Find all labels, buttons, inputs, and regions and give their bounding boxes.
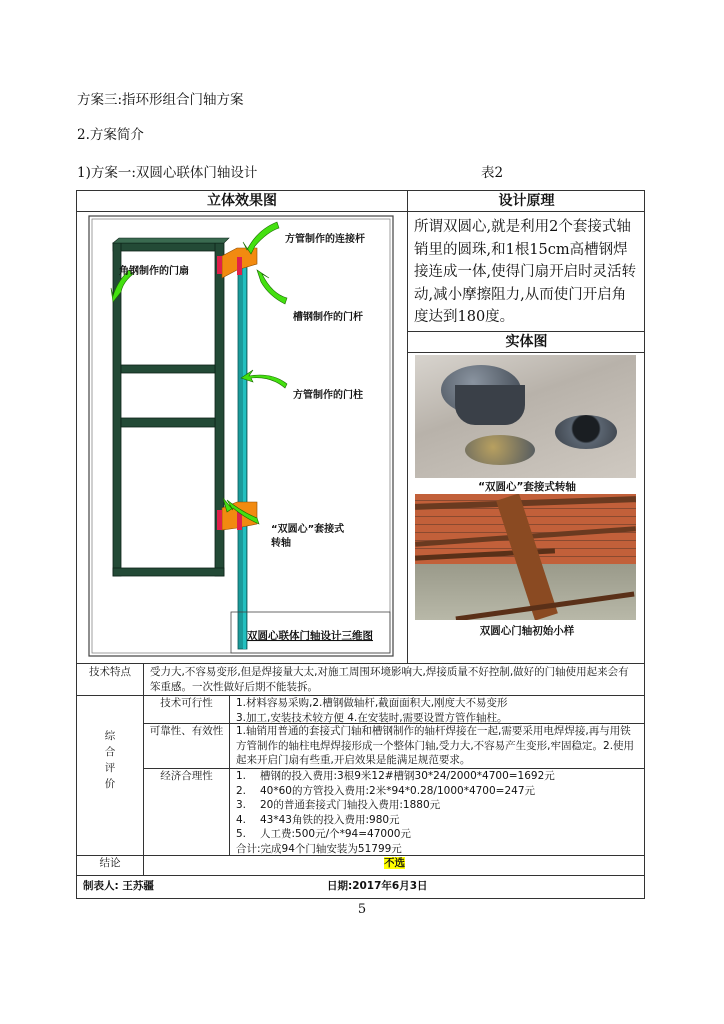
conclusion-label: 结论	[77, 855, 143, 875]
label-door-rod: 槽钢制作的门杆	[293, 312, 363, 323]
eval-technical-text	[229, 695, 645, 723]
header-photos: 实体图	[407, 331, 645, 352]
cost-item: 4. 43*43角铁的投入费用:980元	[236, 813, 400, 826]
eval-char-1: 综	[104, 730, 116, 742]
page-number: 5	[357, 902, 367, 917]
photo1-caption: “双圆心”套接式转轴	[478, 481, 576, 493]
conclusion-value: 不选	[384, 857, 405, 869]
scheme-table	[76, 190, 645, 899]
eval-char-2: 合	[104, 746, 116, 758]
technical-line-1: 1.材料容易采购,2.槽钢做轴杆,截面面积大,刚度大不易变形	[236, 697, 508, 709]
eval-char-4: 价	[104, 778, 116, 790]
maker: 制表人: 王苏疆	[83, 880, 154, 892]
evaluation-label	[77, 695, 143, 855]
cost-item: 5. 人工费:500元/个*94=47000元	[236, 828, 411, 840]
scheme-title: 方案三:指环形组合门轴方案	[77, 92, 244, 108]
eval-label-economic: 经济合理性	[143, 768, 229, 855]
table-label: 表2	[481, 165, 504, 181]
eval-char-3: 评	[104, 762, 116, 774]
cost-item: 2. 40*60的方管投入费用:2米*94*0.28/1000*4700=247元	[236, 784, 535, 797]
photo2-caption: 双圆心门轴初始小样	[479, 625, 575, 637]
diagram-cell	[77, 211, 407, 663]
photo-pivot-sample	[415, 494, 636, 620]
photo-cell	[407, 352, 645, 663]
header-design-principle: 设计原理	[407, 191, 645, 211]
cost-total: 合计:完成94个门轴安装为51799元	[236, 842, 402, 855]
label-pivot-line1: “双圆心”套接式	[271, 524, 345, 535]
conclusion-cell	[143, 855, 645, 875]
eval-reliability-text: 1.轴销用普通的套接式门轴和槽钢制作的轴杆焊接在一起,需要采用电焊焊接,再与用铁方管制作的轴柱电焊焊接形成一个整体门轴,受力大,不容易产生变形,牢固稳定。2.使用起来开启门扇有些重,开启效果是能满足规范要求。	[229, 723, 645, 768]
tech-features-text: 受力大,不容易变形,但是焊接量大太,对施工周围环境影响大,焊接质量不好控制,做好的门轴使用起来会有笨重感。一次性做好后期不能装拆。	[143, 663, 645, 695]
label-connector: 方管制作的连接杆	[285, 234, 365, 245]
eval-economic-list	[229, 768, 645, 855]
subsection-heading: 1)方案一:双圆心联体门轴设计	[77, 165, 258, 181]
eval-label-reliability: 可靠性、有效性	[143, 723, 229, 768]
label-door-post: 方管制作的门柱	[293, 390, 363, 401]
date: 日期:2017年6月3日	[327, 880, 428, 892]
label-door-leaf: 角钢制作的门扇	[119, 266, 189, 277]
eval-label-technical: 技术可行性	[143, 695, 229, 723]
cost-item: 1. 槽钢的投入费用:3根9米12#槽钢30*24/2000*4700=1692元	[236, 770, 555, 782]
cost-item: 3. 20的普通套接式门轴投入费用:1880元	[236, 799, 441, 811]
door-pivot-3d-diagram	[77, 212, 405, 662]
diagram-caption: 双圆心联体门轴设计三维图	[247, 630, 373, 642]
label-pivot-line2: 转轴	[271, 538, 291, 549]
section-heading: 2.方案简介	[77, 127, 144, 143]
design-principle-text: 所谓双圆心,就是利用2个套接式轴销里的圆珠,和1根15cm高槽钢焊接连成一体,使得门扇开启时灵活转动,减小摩擦阻力,从而使门开启角度达到180度。	[407, 211, 645, 331]
table-footer	[77, 875, 645, 899]
technical-line-2: 3.加工,安装技术较方便 4.在安装时,需要设置方管作轴柱。	[236, 711, 508, 724]
header-3d-view: 立体效果图	[207, 193, 277, 209]
tech-features-label: 技术特点	[77, 663, 143, 695]
photo-pivot-parts	[415, 355, 636, 478]
